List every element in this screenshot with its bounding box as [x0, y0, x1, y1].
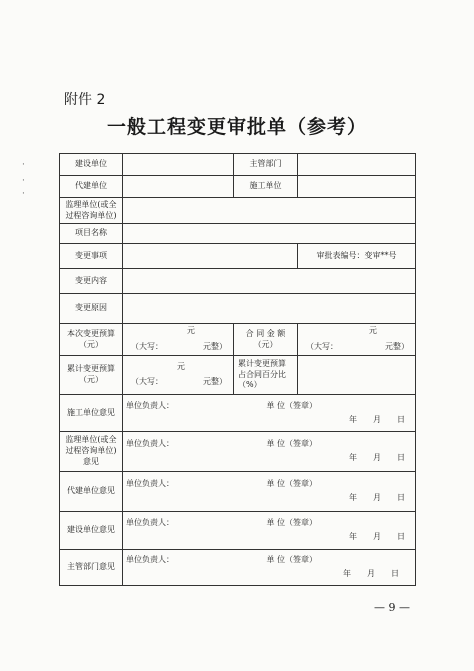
table-row [60, 244, 416, 269]
daxie-label: （大写： [131, 342, 163, 352]
approval-number: 审批表编号：变审**号 [298, 244, 416, 269]
page-number: — 9 — [374, 601, 410, 614]
contract-amount-field[interactable] [298, 324, 416, 356]
table-row [60, 512, 416, 550]
person-label: 单位负责人： [126, 518, 174, 528]
person-label: 单位负责人： [126, 439, 174, 449]
table-row [60, 176, 416, 198]
margin-mark: · [22, 189, 25, 199]
page-title: 一般工程变更审批单（参考） [106, 116, 367, 138]
opinion-label: 建设单位意见 [60, 512, 123, 550]
supervisor-dept-label: 主管部门 [234, 154, 298, 176]
opinion-field[interactable] [123, 395, 416, 432]
construction-unit-label: 建设单位 [60, 154, 123, 176]
person-label: 单位负责人： [126, 479, 174, 489]
seal-label: 单 位（签章） [266, 400, 317, 410]
table-row [60, 432, 416, 472]
cumulative-ratio-label: 累计变更预算占合同百分比（%） [234, 356, 298, 395]
date-label: 年 月 日 [343, 569, 399, 578]
change-reason-field[interactable] [123, 294, 416, 324]
cumulative-ratio-field[interactable] [298, 356, 416, 395]
person-label: 单位负责人： [126, 555, 174, 565]
construction-unit-field[interactable] [123, 154, 234, 176]
supervision-unit-label: 监理单位(或全过程咨询单位) [60, 198, 123, 224]
seal-label: 单 位（签章） [266, 555, 317, 565]
project-name-field[interactable] [123, 224, 416, 244]
date-label: 年 月 日 [349, 453, 405, 462]
table-row [60, 324, 416, 356]
opinion-label: 监理单位(或全过程咨询单位)意见 [60, 432, 123, 472]
change-reason-label: 变更原因 [60, 294, 123, 324]
table-row [60, 198, 416, 224]
approval-form [59, 153, 416, 586]
supervision-unit-field[interactable] [123, 198, 416, 224]
opinion-field[interactable] [123, 512, 416, 550]
table-row [60, 550, 416, 586]
change-content-label: 变更内容 [60, 269, 123, 294]
person-label: 单位负责人： [126, 400, 174, 410]
opinion-label: 代建单位意见 [60, 472, 123, 512]
table-row [60, 294, 416, 324]
yuan-zheng-label: 元整） [203, 342, 227, 352]
change-item-label: 变更事项 [60, 244, 123, 269]
budget-this-field[interactable] [123, 324, 234, 356]
seal-label: 单 位（签章） [266, 439, 317, 449]
contractor-field[interactable] [298, 176, 416, 198]
daxie-label: （大写： [131, 377, 163, 387]
date-label: 年 月 日 [349, 532, 405, 541]
table-row [60, 356, 416, 395]
date-label: 年 月 日 [349, 414, 405, 424]
attachment-label: 附件 2 [64, 92, 106, 108]
yuan-label: 元 [187, 326, 195, 335]
margin-mark: · [22, 176, 25, 186]
table-row [60, 395, 416, 432]
contractor-label: 施工单位 [234, 176, 298, 198]
yuan-label: 元 [177, 362, 185, 371]
yuan-zheng-label: 元整） [385, 342, 409, 352]
cumulative-budget-field[interactable] [123, 356, 234, 395]
table-row [60, 472, 416, 512]
budget-this-label: 本次变更预算（元） [60, 324, 123, 356]
opinion-field[interactable] [123, 550, 416, 586]
project-name-label: 项目名称 [60, 224, 123, 244]
yuan-zheng-label: 元整） [203, 377, 227, 387]
date-label: 年 月 日 [349, 493, 405, 502]
daxie-label: （大写： [306, 342, 338, 352]
opinion-field[interactable] [123, 472, 416, 512]
yuan-label: 元 [369, 326, 377, 335]
change-item-field[interactable] [123, 244, 298, 269]
opinion-label: 施工单位意见 [60, 395, 123, 432]
seal-label: 单 位（签章） [266, 518, 317, 528]
change-content-field[interactable] [123, 269, 416, 294]
table-row [60, 154, 416, 176]
opinion-field[interactable] [123, 432, 416, 472]
table-row [60, 269, 416, 294]
margin-mark: · [22, 160, 25, 170]
seal-label: 单 位（签章） [266, 479, 317, 489]
agent-unit-field[interactable] [123, 176, 234, 198]
agent-unit-label: 代建单位 [60, 176, 123, 198]
table-row [60, 224, 416, 244]
opinion-label: 主管部门意见 [60, 550, 123, 586]
cumulative-budget-label: 累计变更预算（元） [60, 356, 123, 395]
supervisor-dept-field[interactable] [298, 154, 416, 176]
contract-amount-label: 合 同 金 额（元） [234, 324, 298, 356]
